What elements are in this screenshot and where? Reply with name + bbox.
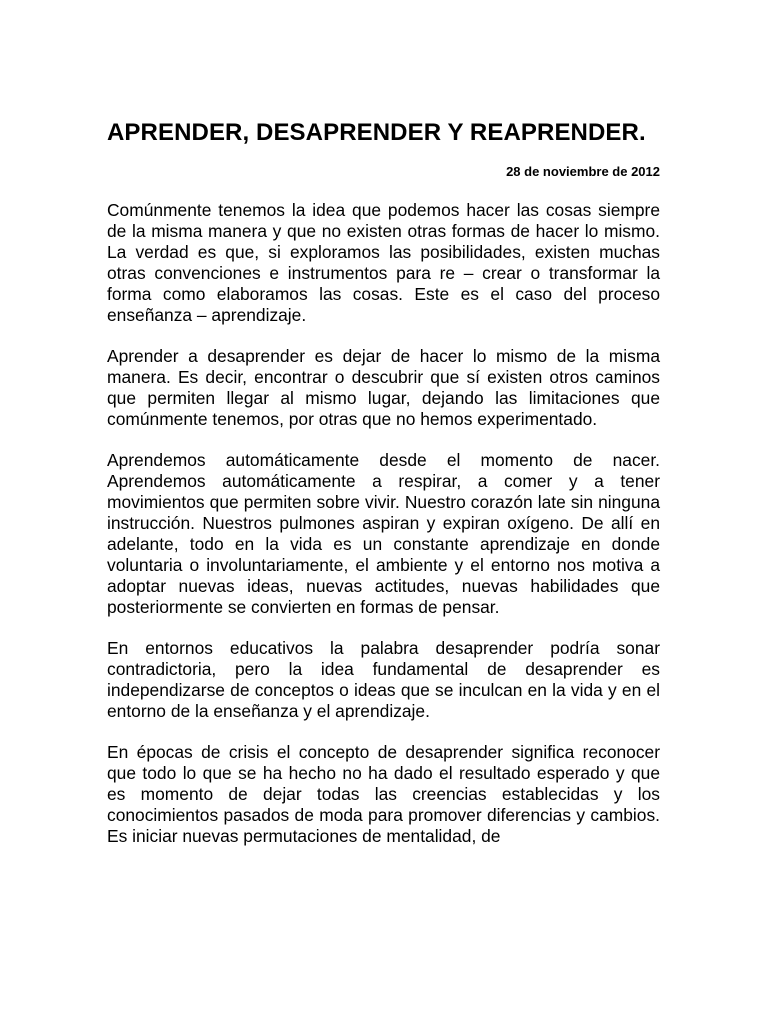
- document-body: [107, 200, 660, 847]
- paragraph-1: Comúnmente tenemos la idea que podemos hacer las cosas siempre de la misma manera y que no existen otras formas de hacer lo mismo. La verdad es que, si exploramos las posibilidades, existen muchas otras convenciones e instrumentos para re – crear o transformar la forma como elaboramos las cosas. Este es el caso del proceso enseñanza – aprendizaje.: [107, 200, 660, 325]
- document-page: [107, 118, 660, 867]
- document-date: 28 de noviembre de 2012: [506, 164, 660, 179]
- paragraph-3: Aprendemos automáticamente desde el momento de nacer. Aprendemos automáticamente a respirar, a comer y a tener movimientos que permiten sobre vivir. Nuestro corazón late sin ninguna instrucción. Nuestros pulmones aspiran y expiran oxígeno. De allí en adelante, todo en la vida es un constante aprendizaje en donde voluntaria o involuntariamente, el ambiente y el entorno nos motiva a adoptar nuevas ideas, nuevas actitudes, nuevas habilidades que posteriormente se convierten en formas de pensar.: [107, 450, 660, 617]
- document-title: APRENDER, DESAPRENDER Y REAPRENDER.: [107, 119, 646, 146]
- paragraph-5: En épocas de crisis el concepto de desaprender significa reconocer que todo lo que se ha hecho no ha dado el resultado esperado y que es momento de dejar todas las creencias establecidas y los conocimientos pasados de moda para promover diferencias y cambios. Es iniciar nuevas permutaciones de mentalidad, de: [107, 742, 660, 846]
- paragraph-4: En entornos educativos la palabra desaprender podría sonar contradictoria, pero la idea fundamental de desaprender es independizarse de conceptos o ideas que se inculcan en la vida y en el entorno de la enseñanza y el aprendizaje.: [107, 638, 660, 721]
- paragraph-2: Aprender a desaprender es dejar de hacer lo mismo de la misma manera. Es decir, encontrar o descubrir que sí existen otros caminos que permiten llegar al mismo lugar, dejando las limitaciones que comúnmente tenemos, por otras que no hemos experimentado.: [107, 346, 660, 429]
